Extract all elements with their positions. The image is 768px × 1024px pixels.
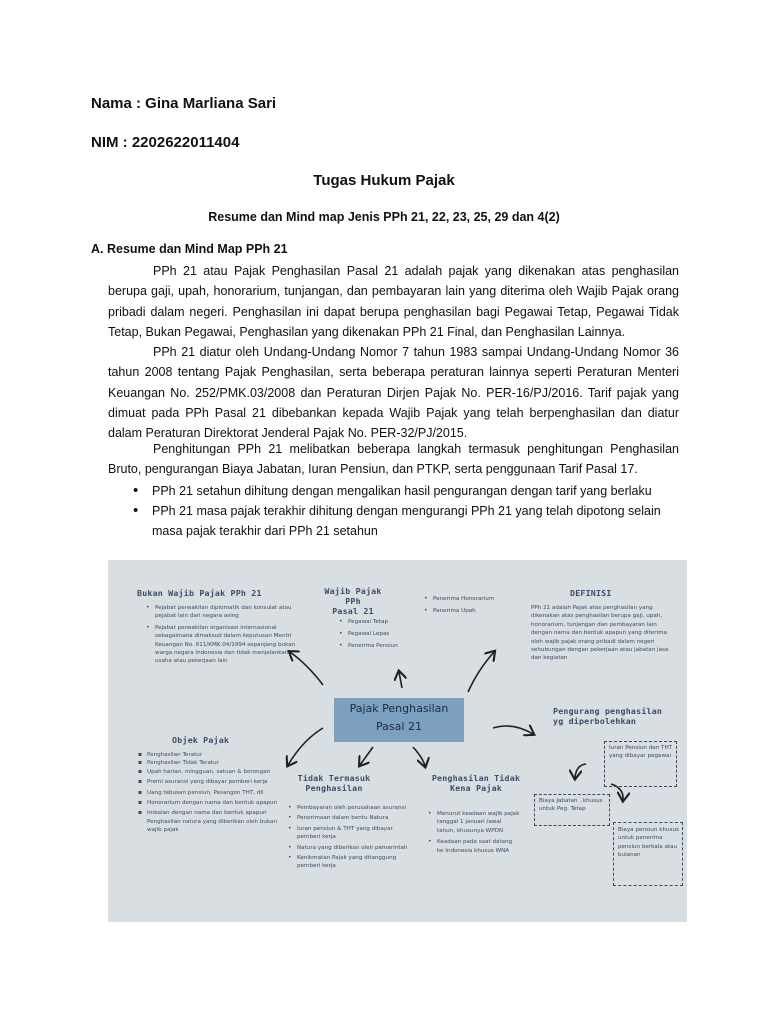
tidak-kena-heading: Penghasilan Tidak Kena Pajak	[431, 773, 521, 793]
tidak-termasuk-list	[288, 804, 413, 871]
pengurang-box-2: Biaya Jabatan , khusus untuk Peg. Tetap	[534, 794, 610, 826]
list-item: ▪ Upah harian, mingguan, satuan & borongan	[138, 768, 286, 776]
list-item: ▪ Imbalan dengan nama dan bentuk apapun Penghasilan natura yang diberikan oleh bukan wajib pajak	[138, 809, 286, 834]
list-item: ▪ Premi asuransi yang dibayar pemberi kerja	[138, 778, 286, 786]
arrow-to-tidak-termasuk	[360, 747, 373, 765]
student-nim: NIM : 2202622011404	[91, 134, 240, 151]
list-item: ▪ Penghasilan Tidak Teratur	[138, 759, 286, 767]
list-item: ▪ Honorarium dengan nama dan bentuk apapun	[138, 799, 286, 807]
arrow-to-wajib	[399, 672, 402, 688]
list-item: • Penerima Upah	[424, 605, 514, 617]
arrow-to-objek	[288, 728, 323, 765]
arrow-to-pengurang	[493, 726, 533, 734]
list-item: • Iuran pensiun & THT yang dibayar pemberi kerja	[288, 825, 413, 842]
arrow-to-tidak-kena	[413, 747, 425, 766]
paragraph-1: PPh 21 atau Pajak Penghasilan Pasal 21 adalah pajak yang dikenakan atas penghasilan berupa gaji, upah, honorarium, tunjangan, dan pembayaran lain yang diterima oleh Wajib Pajak orang pribadi dalam negeri. Penghasilan ini dapat berupa penghasilan bagi Pegawai Tetap, Pegawai Tidak Tetap, Bukan Pegawai, Penghasilan yang dikenakan PPh 21 Final, dan Penghasilan Lainnya.	[108, 264, 679, 339]
bukan-wajib-heading: Bukan Wajib Pajak PPh 21	[137, 588, 262, 598]
objek-heading: Objek Pajak	[172, 735, 230, 745]
wajib-list	[339, 616, 419, 652]
mindmap-figure	[108, 560, 687, 922]
list-item: • PPh 21 masa pajak terakhir dihitung dengan mengurangi PPh 21 yang telah dipotong selain masa pajak terakhir dari PPh 21 setahun	[131, 501, 679, 541]
paragraph-3: Penghitungan PPh 21 melibatkan beberapa langkah termasuk penghitungan Penghasilan Bruto, pengurangan Biaya Jabatan, Iuran Pensiun, dan PTKP, serta penggunaan Tarif Pasal 17.	[108, 442, 679, 477]
arrow-to-definisi	[468, 652, 494, 692]
list-item: • Pegawai Lepas	[339, 628, 419, 640]
pengurang-box-1: Iuran Pensiun dan THT yang dibayar pegawai	[604, 741, 677, 787]
definisi-heading: DEFINISI	[570, 588, 612, 598]
list-item: ▪ Uang tebusan pensiun, Pesangon THT, dll	[138, 789, 286, 797]
arrow-to-biaya-jabatan	[575, 764, 586, 778]
list-item: • Penerima Honorarium	[424, 593, 514, 605]
list-item: • Pembayaran oleh perusahaan asuransi	[288, 804, 413, 812]
section-a-heading: A. Resume dan Mind Map PPh 21	[91, 242, 288, 256]
student-name: Nama : Gina Marliana Sari	[91, 95, 277, 112]
tidak-termasuk-heading: Tidak Termasuk Penghasilan	[297, 773, 371, 793]
list-item: • Pejabat perwakilan diplomatik dan konsulat atau pejabat lain dari negara asing	[146, 604, 298, 621]
list-item: • Kenikmatan Pajak yang ditanggung pemberi kerja	[288, 854, 413, 871]
list-item: • Pegawai Tetap	[339, 616, 419, 628]
wajib-list-right	[424, 593, 514, 617]
document-title: Tugas Hukum Pajak	[313, 172, 455, 189]
list-item: • Menurut keadaan wajib pajak tanggal 1 januari /awal tahun, khusunya WPDN	[428, 810, 520, 835]
pengurang-heading: Pengurang penghasilan yg diperbolehkan	[553, 706, 663, 726]
list-item: ▪ Penghasilan Teratur	[138, 751, 286, 759]
document-subtitle: Resume dan Mind map Jenis PPh 21, 22, 23, 25, 29 dan 4(2)	[208, 210, 560, 224]
list-item: • Natura yang diberikan oleh pemerintah	[288, 844, 413, 852]
list-item: • Penerima Pensiun	[339, 640, 419, 652]
definisi-text: PPh 21 adalah Pajak atas penghasilan yang dikenakan atas penghasilan berupa gaji, upah, honorarium, tunjangan dan pembayaran lain dengan nama dan bentuk apapun yang diterima oleh wajib pajak orang pribadi dalam negeri sehubungan dengan pekerjaan atau jabatan jasa dan kegiatan	[531, 605, 669, 662]
list-item: • Keadaan pada saat datang ke Indonesia khusus WNA	[428, 838, 520, 855]
paragraph-2: PPh 21 diatur oleh Undang-Undang Nomor 7 tahun 1983 sampai Undang-Undang Nomor 36 tahun 2008 tentang Pajak Penghasilan, serta beberapa peraturan lainnya seperti Peraturan Menteri Keuangan No. 252/PMK.03/2008 dan Peraturan Dirjen Pajak No. PER-16/PJ/2016. Tarif pajak yang dimuat pada PPh Pasal 21 dibebankan kepada Wajib Pajak yang telah berpenghasilan dan diatur dalam Peraturan Direktorat Jenderal Pajak No. PER-32/PJ/2015.	[108, 345, 679, 441]
list-item: • Pejabat perwakilan organisasi internasional sebagaimana dimaksud dalam keputusan Mentri Keuangan No. 611/KMK.04/1994 sepanjang bukan warga negara Indonesia dan tidak menjalankan usaha atau pekerjaan lain	[146, 624, 298, 666]
list-item: • PPh 21 setahun dihitung dengan mengalikan hasil pengurangan dengan tarif yang berlaku	[131, 481, 679, 501]
pengurang-box-3: Biaya pensiun khusus untuk penerima pensiun berkala atau bulanan	[613, 822, 683, 886]
bullet-list	[131, 481, 679, 541]
center-title: Pajak Penghasilan Pasal 21	[349, 702, 449, 733]
tidak-kena-list	[428, 810, 520, 855]
objek-list	[138, 751, 286, 835]
bukan-wajib-list	[146, 604, 298, 666]
wajib-heading: Wajib Pajak PPh Pasal 21	[324, 586, 382, 616]
list-item: • Penerimaan dalam bentu Natura	[288, 814, 413, 822]
